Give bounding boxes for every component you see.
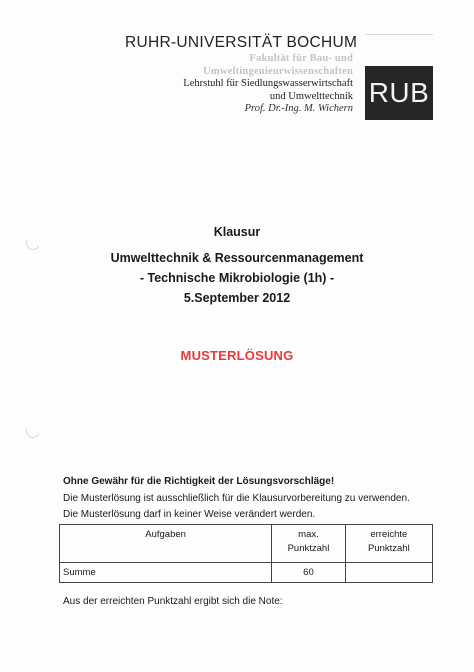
header-rule xyxy=(365,34,433,35)
faculty-line-2: Umweltingenieurwissenschaften xyxy=(203,65,353,77)
punch-hole-mark xyxy=(24,422,42,440)
solution-label: MUSTERLÖSUNG xyxy=(180,348,294,363)
grade-note: Aus der erreichten Punktzahl ergibt sich die Note: xyxy=(63,596,283,607)
rub-logo xyxy=(365,66,433,120)
exam-type: Klausur xyxy=(213,225,261,239)
score-table xyxy=(59,524,433,583)
university-name: RUHR-UNIVERSITÄT BOCHUM xyxy=(125,34,358,51)
score-table-header-row xyxy=(60,525,433,563)
header-achieved-points: erreichte Punktzahl xyxy=(345,525,432,563)
rub-logo-text: RUB xyxy=(368,77,430,108)
sum-achieved-points[interactable] xyxy=(345,563,432,583)
institution-block xyxy=(113,53,353,116)
disclaimer-line-3: Die Musterlösung darf in keiner Weise verändert werden. xyxy=(63,509,316,520)
chair-line-1: Lehrstuhl für Siedlungswasserwirtschaft xyxy=(183,78,353,90)
header-max-points: max. Punktzahl xyxy=(272,525,345,563)
faculty-line-1: Fakultät für Bau- und xyxy=(249,53,353,64)
sum-max-points: 60 xyxy=(272,563,345,583)
table-row xyxy=(60,563,433,583)
course-subtitle: - Technische Mikrobiologie (1h) - xyxy=(139,271,335,285)
disclaimer-block xyxy=(63,474,410,524)
exam-title-block xyxy=(0,222,474,308)
exam-date: 5.September 2012 xyxy=(183,291,291,305)
header-tasks: Aufgaben xyxy=(60,525,272,563)
professor-name: Prof. Dr.-Ing. M. Wichern xyxy=(244,103,353,115)
disclaimer-line-2: Die Musterlösung ist ausschließlich für die Klausurvorbereitung zu verwenden. xyxy=(63,492,410,504)
disclaimer-bold: Ohne Gewähr für die Richtigkeit der Lösungsvorschläge! xyxy=(63,476,335,487)
sum-label: Summe xyxy=(60,563,272,583)
chair-line-2: und Umwelttechnik xyxy=(269,90,353,102)
course-name: Umwelttechnik & Ressourcenmanagement xyxy=(110,251,364,265)
